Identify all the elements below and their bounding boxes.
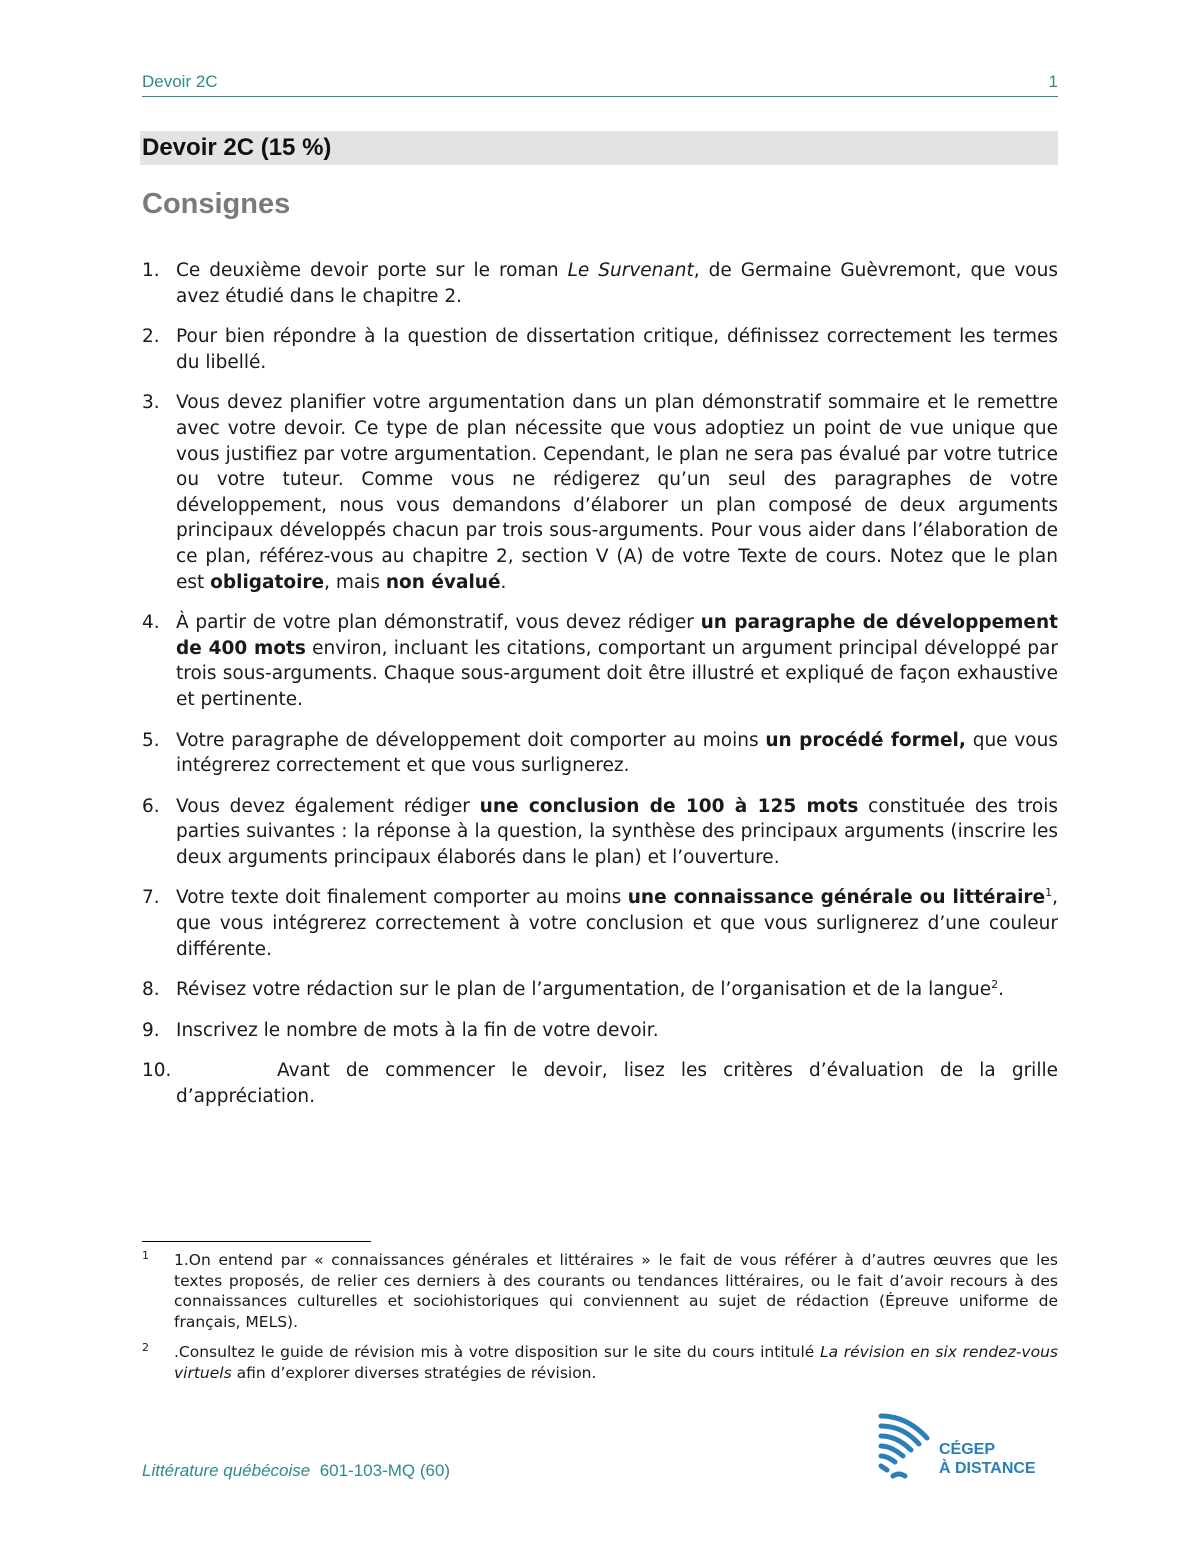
footnote: 2 .Consultez le guide de révision mis à votre disposition sur le site du cours intitulé La révision en six rendez-vous virtuels afin d’explorer diverses stratégies de révision. bbox=[142, 1341, 1058, 1382]
instructions-list bbox=[142, 258, 1058, 1125]
footnote-ref: 1 bbox=[1045, 886, 1053, 900]
footnotes bbox=[142, 1250, 1058, 1393]
list-item: 3. Vous devez planifier votre argumentation dans un plan démonstratif sommaire et le remettre avec votre devoir. Ce type de plan nécessite que vous adoptiez un point de vue unique que vous justifiez par votre argumentation. Cependant, le plan ne sera pas évalué par votre tutrice ou votre tuteur. Comme vous ne rédigerez qu’un seul des paragraphes de votre développement, nous vous demandons d’élaborer un plan composé de deux arguments principaux développés chacun par trois sous-arguments. Pour vous aider dans l’élaboration de ce plan, référez-vous au chapitre 2, section V (A) de votre Texte de cours. Notez que le plan est obligatoire, mais non évalué. bbox=[142, 392, 1058, 593]
logo-arcs-icon bbox=[877, 1410, 937, 1480]
course-code: 601-103-MQ (60) bbox=[319, 1461, 451, 1480]
footnote-separator bbox=[142, 1241, 371, 1242]
list-item: 9. Inscrivez le nombre de mots à la fin de votre devoir. bbox=[142, 1019, 659, 1041]
list-item: 7. Votre texte doit finalement comporter au moins une connaissance générale ou littéraire$^1$, que vous intégrerez correctement à votre conclusion et que vous surlignerez d’une couleur différente. bbox=[142, 886, 1058, 960]
page-header bbox=[142, 70, 1058, 97]
list-item: 1. Ce deuxième devoir porte sur le roman Le Survenant, de Germaine Guèvremont, que vous avez étudié dans le chapitre 2. bbox=[142, 260, 1058, 307]
list-item: 4. À partir de votre plan démonstratif, vous devez rédiger un paragraphe de développement de 400 mots environ, incluant les citations, comportant un argument principal développé par trois sous-arguments. Chaque sous-argument doit être illustré et expliqué de façon exhaustive et pertinente. bbox=[142, 612, 1058, 710]
footnote-ref: 2 bbox=[991, 978, 999, 992]
section-heading: Consignes bbox=[142, 188, 291, 220]
header-title: Devoir 2C bbox=[142, 72, 218, 91]
list-item: 5. Votre paragraphe de développement doit comporter au moins un procédé formel, que vous intégrerez correctement et que vous surlignerez. bbox=[142, 729, 1058, 777]
footnote: 1 1.On entend par « connaissances générales et littéraires » le fait de vous référer à d’autres œuvres que les textes proposés, de relier ces derniers à des courants ou tendances littéraires, ou le fait d’avoir recours à des connaissances culturelles et sociohistoriques qui conviennent au sujet de rédaction (Épreuve uniforme de français, MELS). bbox=[142, 1249, 1058, 1331]
logo-text: CÉGEP À DISTANCE bbox=[939, 1441, 1036, 1477]
list-item: 2. Pour bien répondre à la question de dissertation critique, définissez correctement les termes du libellé. bbox=[142, 326, 1058, 373]
list-item: 8. Révisez votre rédaction sur le plan de l’argumentation, de l’organisation et de la langue$^2$. bbox=[142, 978, 1005, 1001]
list-item: 10. Avant de commencer le devoir, lisez les critères d’évaluation de la grille d’appréciation. bbox=[142, 1060, 1058, 1108]
cegep-logo bbox=[877, 1410, 1057, 1480]
page-title: Devoir 2C (15 %) bbox=[142, 134, 332, 161]
page-number: 1 bbox=[1048, 72, 1058, 91]
page-footer bbox=[142, 1461, 450, 1481]
course-name: Littérature québécoise bbox=[142, 1461, 311, 1480]
title-bar bbox=[140, 131, 1058, 165]
list-item: 6. Vous devez également rédiger une conclusion de 100 à 125 mots constituée des trois parties suivantes : la réponse à la question, la synthèse des principaux arguments (inscrire les deux arguments principaux élaborés dans le plan) et l’ouverture. bbox=[142, 795, 1058, 868]
